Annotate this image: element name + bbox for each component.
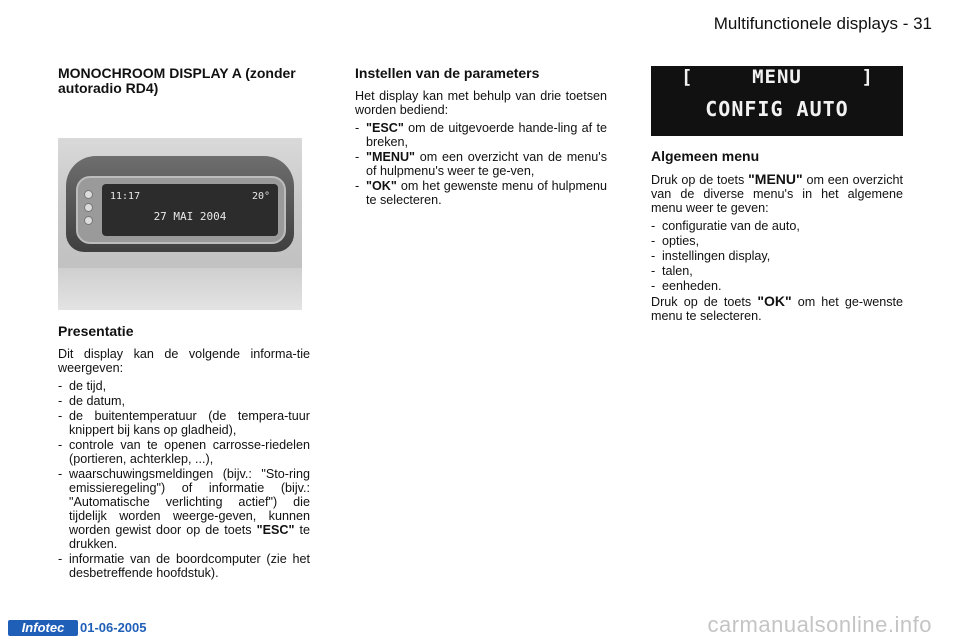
monochroom-heading: MONOCHROOM DISPLAY A (zonder autoradio RD4) — [58, 65, 296, 96]
algemeen-menu-outro: Druk op de toets "OK" om het ge-wenste menu te selecteren. — [651, 293, 903, 323]
photo-display-screen — [102, 184, 278, 236]
instellen-list — [355, 121, 607, 207]
dashboard-display-photo — [58, 138, 302, 310]
photo-screen-temp: 20° — [251, 191, 270, 202]
algemeen-menu-intro: Druk op de toets "MENU" om een overzicht van de diverse menu's in het algemene menu weer te geven: — [651, 171, 903, 215]
list-item: - configuratie van de auto, — [651, 219, 800, 233]
footer-date: 01-06-2005 — [80, 620, 147, 635]
page-header-title: Multifunctionele displays - 31 — [713, 14, 932, 33]
column-monochroom-display — [58, 66, 310, 581]
lcd-bracket-right: ] — [861, 66, 873, 88]
esc-key-label: "ESC" — [256, 523, 295, 537]
algemeen-menu-title: Algemeen menu — [651, 148, 760, 164]
lcd-menu-display — [651, 66, 903, 136]
ok-key-label: "OK" — [366, 179, 397, 193]
list-item: - informatie van de boordcomputer (zie het desbetreffende hoofdstuk). — [58, 552, 310, 580]
photo-knob — [84, 216, 93, 225]
esc-key-label: "ESC" — [366, 121, 404, 135]
ok-key-label: "OK" — [757, 293, 792, 309]
instellen-title: Instellen van de parameters — [355, 65, 540, 81]
menu-key-label: "MENU" — [366, 150, 416, 164]
photo-knob — [84, 203, 93, 212]
list-item: - waarschuwingsmeldingen (bijv.: "Sto-ring emissieregeling") of informatie (bijv.: "Automatische verlichting actief") die tijdelijk worden weerge-geven, kunnen worden gewist door op de toets "ESC" te drukken. — [58, 467, 310, 551]
photo-lower-dash — [58, 268, 302, 310]
list-item: - "OK" om het gewenste menu of hulpmenu te selecteren. — [355, 179, 607, 207]
list-item: - de datum, — [58, 394, 126, 408]
list-item: - de buitentemperatuur (de tempera-tuur knippert bij kans op gladheid), — [58, 409, 310, 437]
list-item: - "MENU" om een overzicht van de menu's of hulpmenu's weer te ge-ven, — [355, 150, 607, 178]
list-item: - "ESC" om de uitgevoerde hande-ling af te breken, — [355, 121, 607, 149]
list-item: - talen, — [651, 264, 693, 278]
lcd-config-text: CONFIG AUTO — [705, 97, 849, 121]
photo-control-knobs — [84, 190, 98, 229]
presentatie-list — [58, 379, 310, 580]
photo-screen-date: 27 MAI 2004 — [153, 210, 227, 223]
list-item: - instellingen display, — [651, 249, 771, 263]
infotec-logo: Infotec — [8, 620, 78, 636]
list-item: - eenheden. — [651, 279, 722, 293]
lcd-bracket-left: [ — [681, 66, 693, 88]
watermark-text: carmanualsonline.info — [707, 612, 932, 637]
list-item: - opties, — [651, 234, 700, 248]
algemeen-menu-list — [651, 219, 903, 293]
presentatie-title: Presentatie — [58, 323, 134, 339]
column-instellen-parameters — [355, 66, 607, 208]
photo-knob — [84, 190, 93, 199]
menu-key-label: "MENU" — [748, 171, 803, 187]
lcd-menu-text: MENU — [752, 66, 802, 88]
list-item: - de tijd, — [58, 379, 107, 393]
instellen-intro: Het display kan met behulp van drie toetsen worden bediend: — [355, 89, 607, 117]
presentatie-intro: Dit display kan de volgende informa-tie weergeven: — [58, 347, 310, 375]
list-item: - controle van te openen carrosse-riedelen (portieren, achterklep, ...), — [58, 438, 310, 466]
column-algemeen-menu — [651, 66, 903, 327]
photo-screen-time: 11:17 — [110, 191, 141, 202]
